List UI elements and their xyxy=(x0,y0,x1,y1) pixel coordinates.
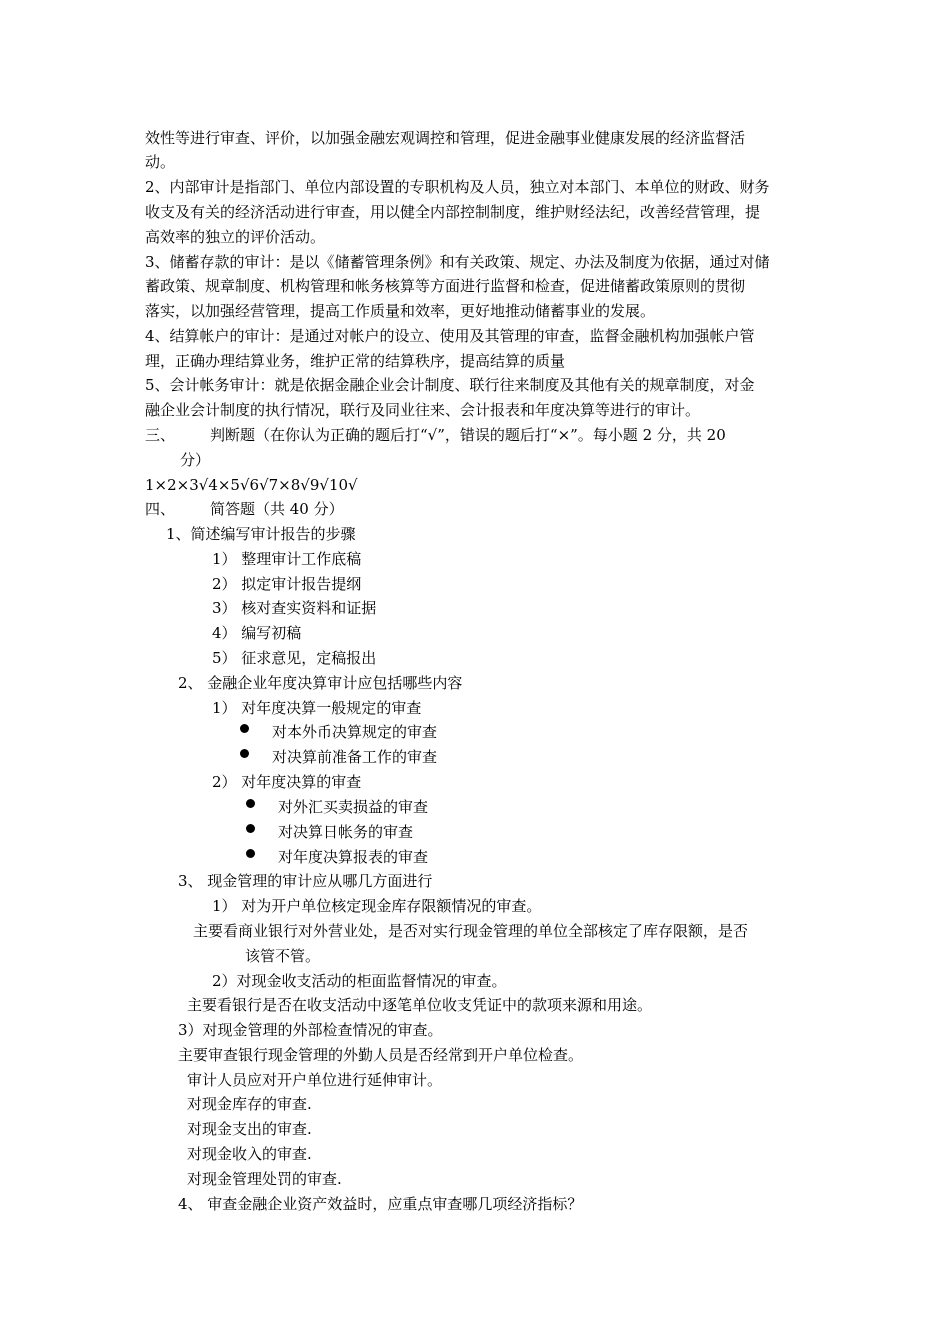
q3-point-1-detail-line2: 该管不管。 xyxy=(245,947,321,965)
q3-point-3-item-1: 审计人员应对开户单位进行延伸审计。 xyxy=(187,1071,443,1089)
q2-sub2-item-3: 对年度决算报表的审查 xyxy=(278,848,429,866)
bullet-icon xyxy=(246,849,255,858)
q2-sub2: 2） 对年度决算的审查 xyxy=(212,773,362,791)
bullet-icon xyxy=(240,749,249,758)
q2-sub1-item-1: 对本外币决算规定的审查 xyxy=(272,723,438,741)
q3-point-3-item-3: 对现金支出的审查. xyxy=(187,1120,312,1138)
para2-line2: 收支及有关的经济活动进行审查，用以健全内部控制制度，维护财经法纪，改善经营管理，提 xyxy=(145,203,761,221)
q1-step-1: 1） 整理审计工作底稿 xyxy=(212,550,362,568)
q3-title: 3、 现金管理的审计应从哪几方面进行 xyxy=(178,872,433,890)
para1-line2: 动。 xyxy=(145,153,176,171)
q2-sub2-item-2: 对决算日帐务的审查 xyxy=(278,823,414,841)
para2-line3: 高效率的独立的评价活动。 xyxy=(145,228,326,246)
q1-step-2: 2） 拟定审计报告提纲 xyxy=(212,575,362,593)
para2-line1: 2、内部审计是指部门、单位内部设置的专职机构及人员，独立对本部门、本单位的财政、财务 xyxy=(145,178,770,196)
section3-answers: 1×2×3√4×5√6√7×8√9√10√ xyxy=(145,476,358,494)
para3-line2: 蓄政策、规章制度、机构管理和帐务核算等方面进行监督和检查，促进储蓄政策原则的贯彻 xyxy=(145,277,746,295)
q3-point-2: 2）对现金收支活动的柜面监督情况的审查。 xyxy=(212,972,507,990)
section3-title-line1: 判断题（在你认为正确的题后打“√”，错误的题后打“×”。每小题 2 分，共 20 xyxy=(210,426,726,444)
q2-sub2-item-1: 对外汇买卖损益的审查 xyxy=(278,798,429,816)
q3-point-1: 1） 对为开户单位核定现金库存限额情况的审查。 xyxy=(212,897,542,915)
q2-sub1: 1） 对年度决算一般规定的审查 xyxy=(212,699,422,717)
q1-step-4: 4） 编写初稿 xyxy=(212,624,302,642)
para4-line1: 4、结算帐户的审计：是通过对帐户的设立、使用及其管理的审查，监督金融机构加强帐户管 xyxy=(145,327,755,345)
section4-number: 四、 xyxy=(145,500,176,518)
q3-point-3-detail: 主要审查银行现金管理的外勤人员是否经常到开户单位检查。 xyxy=(178,1046,584,1064)
q3-point-2-detail: 主要看银行是否在收支活动中逐笔单位收支凭证中的款项来源和用途。 xyxy=(187,996,653,1014)
q3-point-1-detail-line1: 主要看商业银行对外营业处，是否对实行现金管理的单位全部核定了库存限额，是否 xyxy=(193,922,749,940)
q2-sub1-item-2: 对决算前准备工作的审查 xyxy=(272,748,438,766)
para3-line1: 3、储蓄存款的审计：是以《储蓄管理条例》和有关政策、规定、办法及制度为依据，通过对储 xyxy=(145,253,770,271)
q3-point-3-item-4: 对现金收入的审查. xyxy=(187,1145,312,1163)
q3-point-3-item-5: 对现金管理处罚的审查. xyxy=(187,1170,342,1188)
q4-title: 4、 审查金融企业资产效益时，应重点审查哪几项经济指标？ xyxy=(178,1195,583,1213)
para5-line1: 5、会计帐务审计：就是依据金融企业会计制度、联行往来制度及其他有关的规章制度，对金 xyxy=(145,376,755,394)
q1-step-5: 5） 征求意见，定稿报出 xyxy=(212,649,377,667)
para4-line2: 理，正确办理结算业务，维护正常的结算秩序，提高结算的质量 xyxy=(145,352,566,370)
q3-point-3-item-2: 对现金库存的审查. xyxy=(187,1095,312,1113)
section3-number: 三、 xyxy=(145,426,176,444)
section4-title: 简答题（共 40 分） xyxy=(210,500,344,518)
para3-line3: 落实，以加强经营管理，提高工作质量和效率，更好地推动储蓄事业的发展。 xyxy=(145,302,656,320)
para1-line1: 效性等进行审查、评价，以加强金融宏观调控和管理，促进金融事业健康发展的经济监督活 xyxy=(145,129,746,147)
section3-title-line2: 分） xyxy=(180,451,211,469)
q1-step-3: 3） 核对查实资料和证据 xyxy=(212,599,377,617)
bullet-icon xyxy=(240,724,249,733)
q1-title: 1、简述编写审计报告的步骤 xyxy=(166,525,356,543)
q3-point-3: 3）对现金管理的外部检查情况的审查。 xyxy=(178,1021,443,1039)
bullet-icon xyxy=(246,824,255,833)
bullet-icon xyxy=(246,799,255,808)
q2-title: 2、 金融企业年度决算审计应包括哪些内容 xyxy=(178,674,463,692)
para5-line2: 融企业会计制度的执行情况，联行及同业往来、会计报表和年度决算等进行的审计。 xyxy=(145,401,701,419)
